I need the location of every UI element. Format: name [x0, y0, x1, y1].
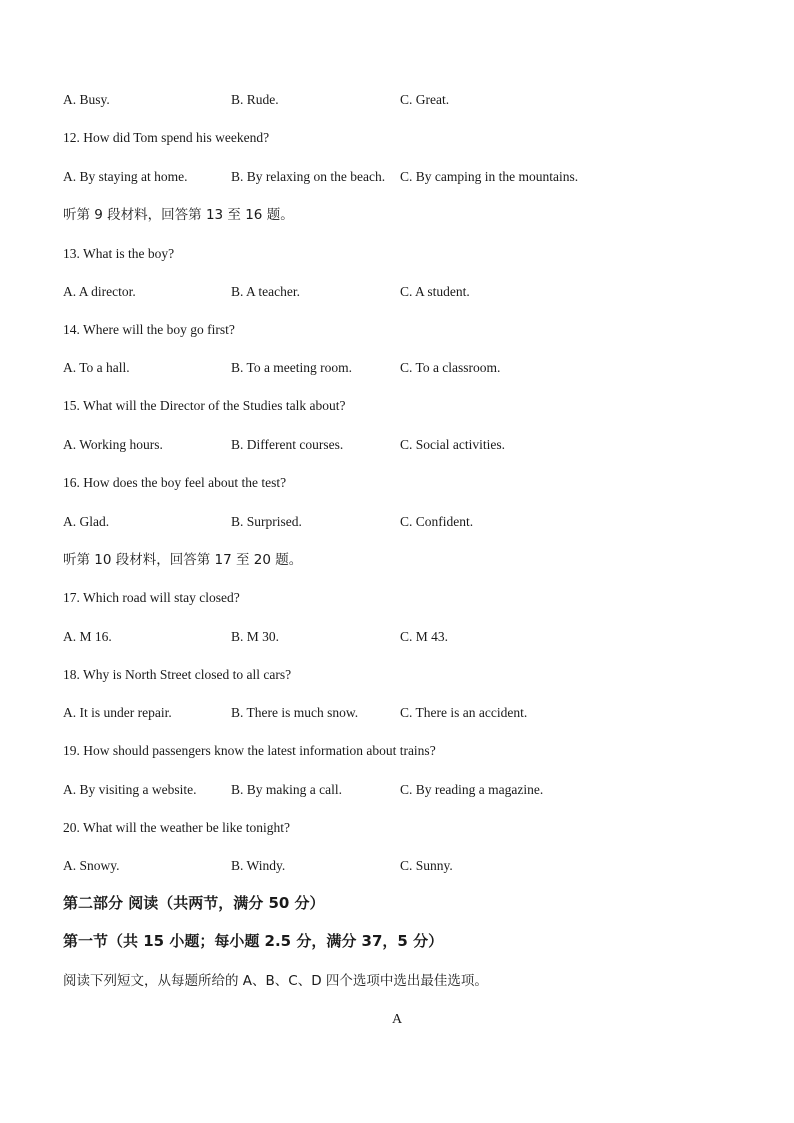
passage-label: A: [391, 1012, 403, 1027]
q18-question: 18. Why is North Street closed to all cars?: [63, 667, 292, 682]
q19-option-a: A. By visiting a website.: [63, 782, 197, 797]
q17-option-c: C. M 43.: [400, 629, 449, 644]
q11-option-b: B. Rude.: [231, 92, 279, 107]
q19-option-b: B. By making a call.: [231, 782, 342, 797]
q12-option-a: A. By staying at home.: [63, 169, 188, 184]
q12-option-c: C. By camping in the mountains.: [400, 169, 579, 184]
q19-question: 19. How should passengers know the latest information about trains?: [63, 743, 436, 758]
part2-heading: 第二部分 阅读（共两节，满分 50 分）: [63, 894, 325, 912]
q16-question: 16. How does the boy feel about the test?: [63, 475, 287, 490]
reading-instruction: 阅读下列短文，从每题所给的 A、B、C、D 四个选项中选出最佳选项。: [63, 973, 488, 989]
q20-option-a: A. Snowy.: [63, 858, 120, 873]
q16-option-b: B. Surprised.: [231, 514, 302, 529]
q16-option-c: C. Confident.: [400, 514, 474, 529]
q17-question: 17. Which road will stay closed?: [63, 590, 240, 605]
q14-option-a: A. To a hall.: [63, 360, 130, 375]
q20-question: 20. What will the weather be like tonight?: [63, 820, 290, 835]
q14-question: 14. Where will the boy go first?: [63, 322, 235, 337]
q18-option-b: B. There is much snow.: [231, 705, 359, 720]
section10-instruction: 听第 10 段材料，回答第 17 至 20 题。: [63, 552, 303, 568]
q19-option-c: C. By reading a magazine.: [400, 782, 544, 797]
q18-option-c: C. There is an accident.: [400, 705, 528, 720]
q15-option-a: A. Working hours.: [63, 437, 163, 452]
q16-option-a: A. Glad.: [63, 514, 110, 529]
q15-question: 15. What will the Director of the Studies talk about?: [63, 398, 346, 413]
q13-option-c: C. A student.: [400, 284, 470, 299]
q17-option-a: A. M 16.: [63, 629, 112, 644]
q13-option-b: B. A teacher.: [231, 284, 300, 299]
q18-option-a: A. It is under repair.: [63, 705, 172, 720]
q15-option-c: C. Social activities.: [400, 437, 505, 452]
section1-heading: 第一节（共 15 小题；每小题 2.5 分，满分 37，5 分）: [63, 932, 444, 950]
q14-option-b: B. To a meeting room.: [231, 360, 353, 375]
q14-option-c: C. To a classroom.: [400, 360, 501, 375]
q11-option-c: C. Great.: [400, 92, 450, 107]
q20-option-b: B. Windy.: [231, 858, 286, 873]
q12-option-b: B. By relaxing on the beach.: [231, 169, 386, 184]
section9-instruction: 听第 9 段材料，回答第 13 至 16 题。: [63, 207, 294, 223]
q11-option-a: A. Busy.: [63, 92, 110, 107]
q13-question: 13. What is the boy?: [63, 246, 175, 261]
q12-question: 12. How did Tom spend his weekend?: [63, 130, 270, 145]
q15-option-b: B. Different courses.: [231, 437, 344, 452]
q17-option-b: B. M 30.: [231, 629, 280, 644]
q13-option-a: A. A director.: [63, 284, 136, 299]
q20-option-c: C. Sunny.: [400, 858, 453, 873]
